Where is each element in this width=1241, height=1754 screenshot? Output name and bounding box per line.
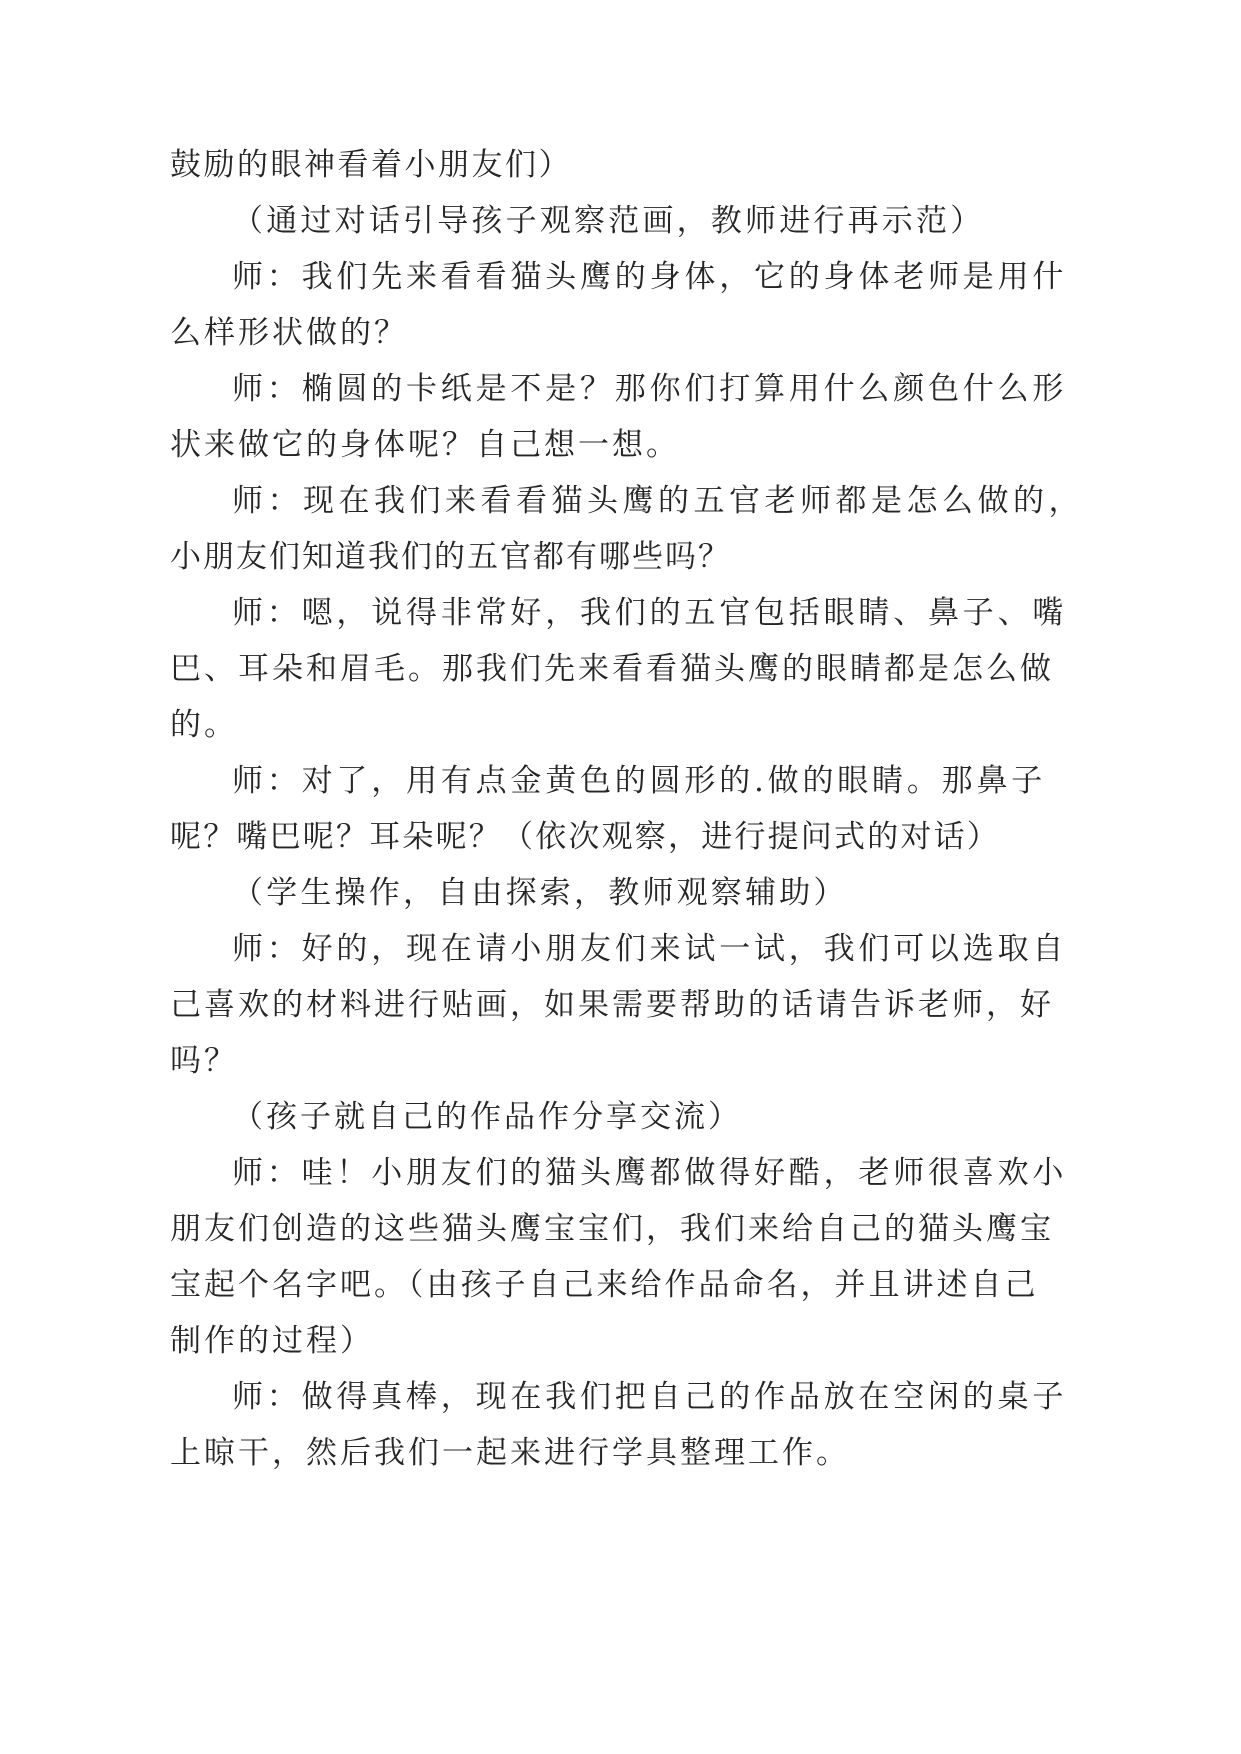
text-line-2: （通过对话引导孩子观察范画，教师进行再示范） [232,203,985,239]
text-line-22: 制作的过程） [170,1323,374,1359]
text-line-21: 宝起个名字吧。（由孩子自己来给作品命名，并且讲述自己 [170,1267,1039,1303]
text-line-13: 呢？嘴巴呢？耳朵呢？（依次观察，进行提问式的对话） [170,819,1000,855]
text-line-15: 师：好的，现在请小朋友们来试一试，我们可以选取自 [232,931,1068,967]
text-line-4: 么样形状做的？ [170,315,408,351]
text-line-9: 师：嗯，说得非常好，我们的五官包括眼睛、鼻子、嘴 [232,595,1068,631]
text-line-12: 师：对了，用有点金黄色的圆形的.做的眼睛。那鼻子 [232,763,1047,799]
text-line-1: 鼓励的眼神看着小朋友们） [170,147,572,183]
text-line-6: 状来做它的身体呢？自己想一想。 [170,427,680,463]
text-line-14: （学生操作，自由探索，教师观察辅助） [232,875,848,911]
text-line-8: 小朋友们知道我们的五官都有哪些吗？ [170,539,731,575]
text-line-17: 吗？ [170,1043,238,1079]
text-line-16: 己喜欢的材料进行贴画，如果需要帮助的话请告诉老师，好 [170,987,1054,1023]
text-line-3: 师：我们先来看看猫头鹰的身体，它的身体老师是用什 [232,259,1068,295]
text-line-10: 巴、耳朵和眉毛。那我们先来看看猫头鹰的眼睛都是怎么做 [170,651,1054,687]
text-line-19: 师：哇！小朋友们的猫头鹰都做得好酷，老师很喜欢小 [232,1155,1068,1191]
text-line-24: 上晾干，然后我们一起来进行学具整理工作。 [170,1435,850,1471]
text-line-23: 师：做得真棒，现在我们把自己的作品放在空闲的桌子 [232,1379,1068,1415]
text-line-11: 的。 [170,707,238,743]
text-line-20: 朋友们创造的这些猫头鹰宝宝们，我们来给自己的猫头鹰宝 [170,1211,1054,1247]
text-line-7: 师：现在我们来看看猫头鹰的五官老师都是怎么做的， [232,483,1084,519]
text-line-5: 师：椭圆的卡纸是不是？那你们打算用什么颜色什么形 [232,371,1068,407]
text-line-18: （孩子就自己的作品作分享交流） [232,1099,742,1135]
